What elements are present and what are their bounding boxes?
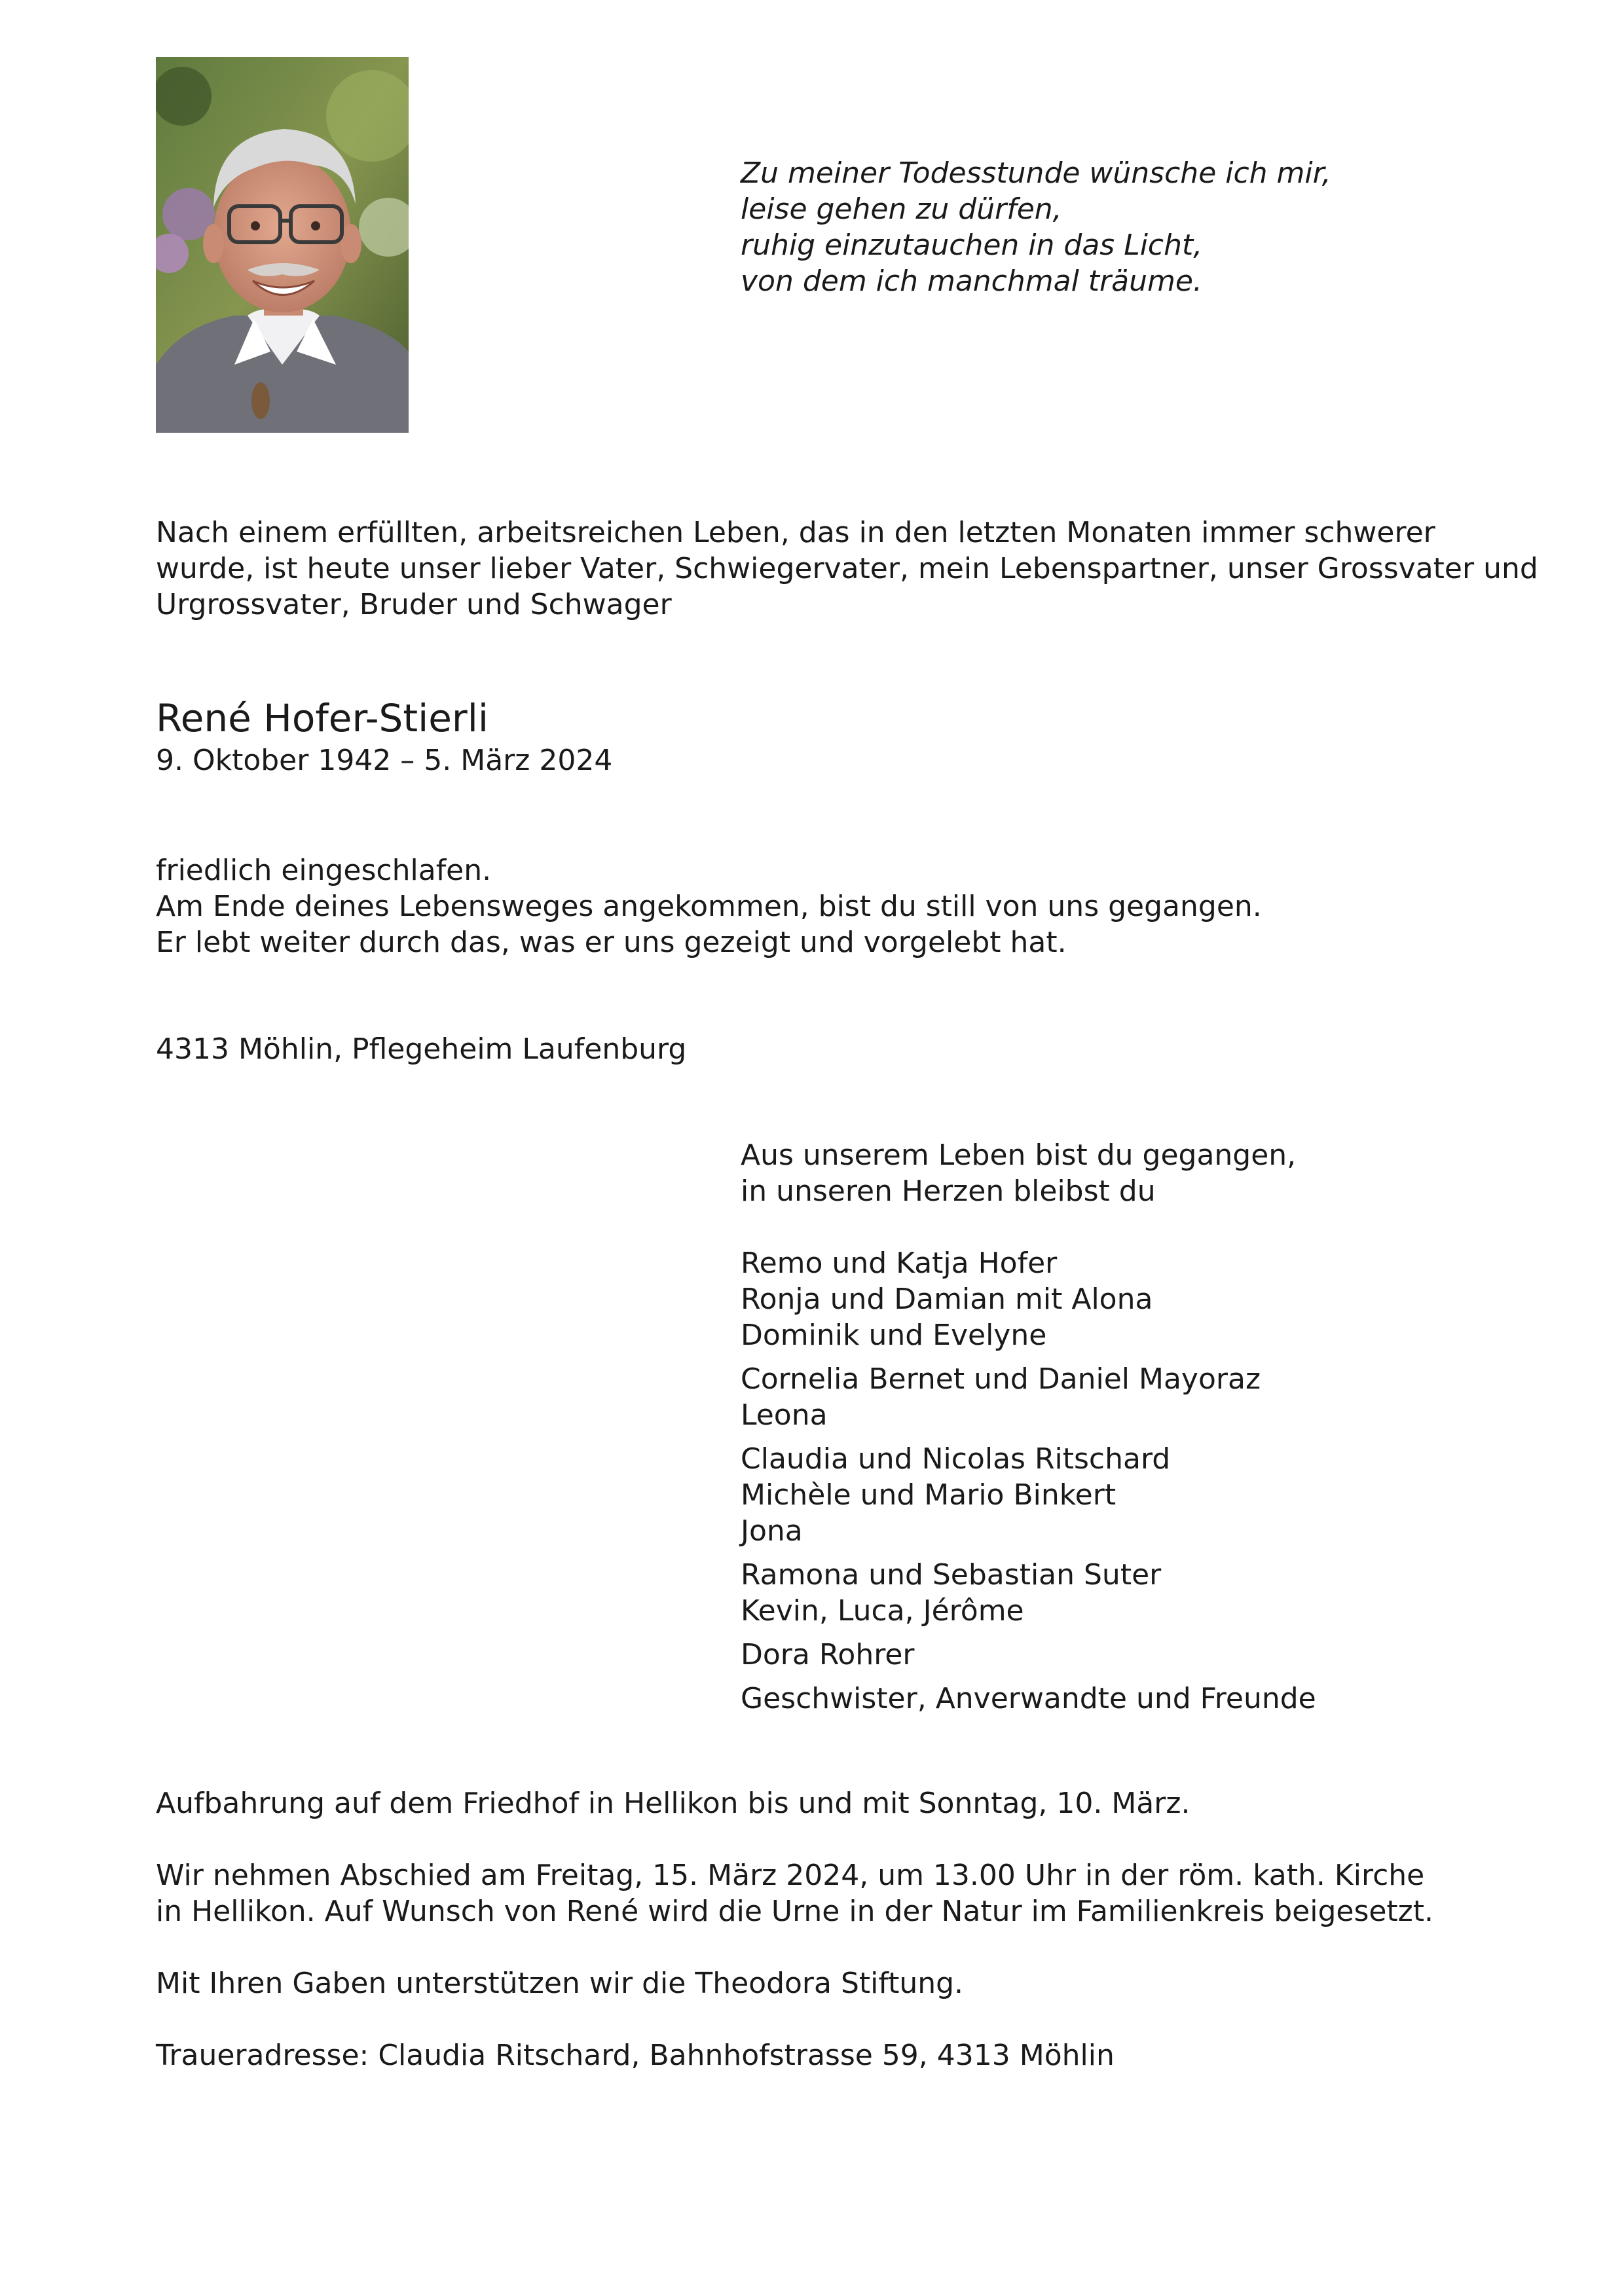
farewell-line: in Hellikon. Auf Wunsch von René wird die Urne in der Natur im Familienkreis beigesetzt.: [156, 1895, 1434, 1928]
portrait-photo-icon: [156, 57, 409, 433]
intro-line: Urgrossvater, Bruder und Schwager: [156, 588, 672, 621]
passing-line: friedlich eingeschlafen.: [156, 854, 492, 887]
donation-notice: [156, 1965, 1433, 2001]
quote-line: ruhig einzutauchen in das Licht,: [741, 228, 1203, 262]
mourner-name: Claudia und Nicolas Ritschard: [741, 1442, 1171, 1476]
mourner-name: Geschwister, Anverwandte und Freunde: [741, 1682, 1316, 1715]
mourner-name: Ramona und Sebastian Suter: [741, 1558, 1162, 1592]
quote-line: Zu meiner Todesstunde wünsche ich mir,: [741, 156, 1331, 190]
family-group: [741, 1557, 1316, 1629]
epitaph-line: in unseren Herzen bleibst du: [741, 1175, 1156, 1208]
quote-line: leise gehen zu dürfen,: [741, 192, 1062, 226]
intro-paragraph: [156, 515, 1538, 623]
mourner-name: Remo und Katja Hofer: [741, 1247, 1058, 1280]
passing-line: Am Ende deines Lebensweges angekommen, bist du still von uns gegangen.: [156, 890, 1262, 923]
donation-line: Mit Ihren Gaben unterstützen wir die Theodora Stiftung.: [156, 1967, 964, 2000]
poem-quote: [741, 155, 1331, 299]
viewing-notice: [156, 1785, 1433, 1821]
viewing-line: Aufbahrung auf dem Friedhof in Hellikon bis und mit Sonntag, 10. März.: [156, 1787, 1190, 1820]
mourning-address: [156, 2037, 1433, 2073]
address-line: Traueradresse: Claudia Ritschard, Bahnhofstrasse 59, 4313 Möhlin: [156, 2039, 1115, 2072]
family-group: [741, 1361, 1316, 1433]
family-group: [741, 1681, 1316, 1717]
farewell-notice: [156, 1857, 1433, 1929]
mourner-name: Kevin, Luca, Jérôme: [741, 1594, 1024, 1628]
family-group: [741, 1637, 1316, 1673]
passing-paragraph: [156, 852, 1262, 960]
family-group: [741, 1245, 1316, 1353]
quote-line: von dem ich manchmal träume.: [741, 264, 1202, 298]
funeral-information: [156, 1785, 1433, 2109]
mourner-name: Dominik und Evelyne: [741, 1319, 1047, 1352]
intro-line: Nach einem erfüllten, arbeitsreichen Leben, das in den letzten Monaten immer schwerer: [156, 516, 1435, 549]
passing-line: Er lebt weiter durch das, was er uns gezeigt und vorgelebt hat.: [156, 926, 1067, 959]
place-of-death: 4313 Möhlin, Pflegeheim Laufenburg: [156, 1032, 687, 1066]
mourner-name: Ronja und Damian mit Alona: [741, 1283, 1153, 1316]
farewell-line: Wir nehmen Abschied am Freitag, 15. März 2024, um 13.00 Uhr in der röm. kath. Kirche: [156, 1859, 1425, 1892]
mourner-name: Leona: [741, 1398, 828, 1432]
mourner-name: Jona: [741, 1514, 803, 1548]
mourner-name: Dora Rohrer: [741, 1638, 915, 1671]
family-epitaph: [741, 1137, 1316, 1209]
portrait-photo: [156, 57, 409, 433]
mourners-list: [741, 1137, 1316, 1724]
life-dates: 9. Oktober 1942 – 5. März 2024: [156, 744, 613, 777]
epitaph-line: Aus unserem Leben bist du gegangen,: [741, 1139, 1297, 1172]
deceased-name: René Hofer-Stierli: [156, 696, 489, 740]
intro-line: wurde, ist heute unser lieber Vater, Schwiegervater, mein Lebenspartner, unser Grossvater und: [156, 552, 1538, 585]
family-group: [741, 1441, 1316, 1549]
mourner-name: Michèle und Mario Binkert: [741, 1478, 1116, 1512]
mourner-name: Cornelia Bernet und Daniel Mayoraz: [741, 1362, 1261, 1396]
